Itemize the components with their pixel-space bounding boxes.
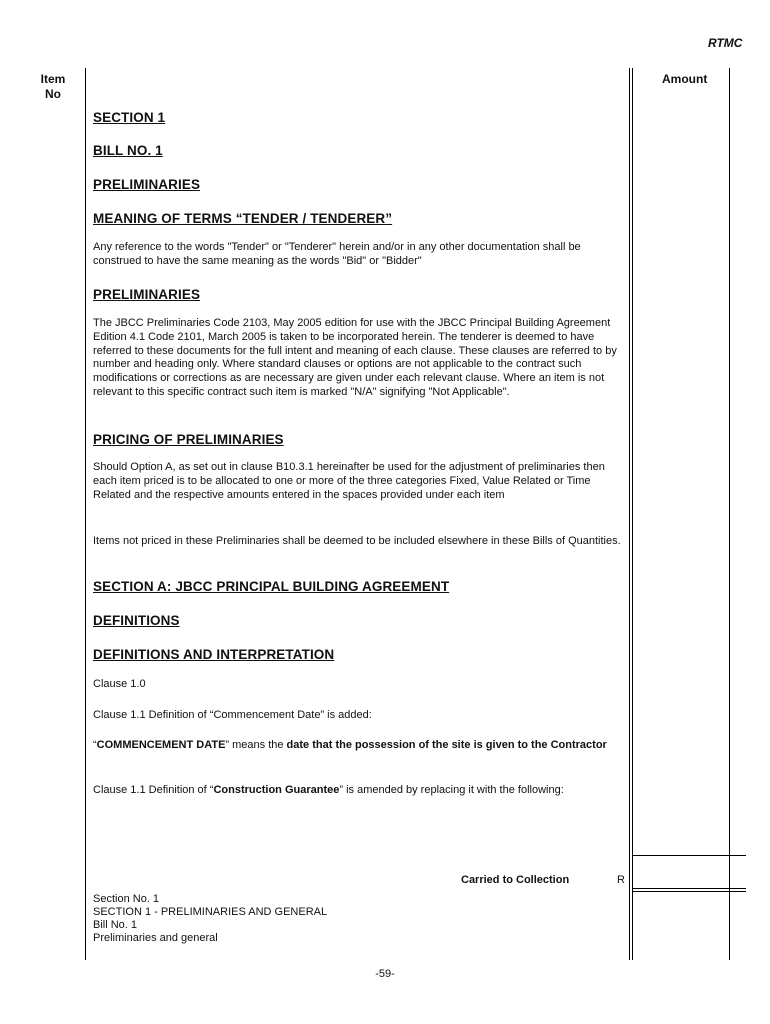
construction-guarantee-post: ” is amended by replacing it with the following: xyxy=(339,784,564,796)
footer-section-no: Section No. 1 xyxy=(93,893,160,905)
amount-column-header: Amount xyxy=(662,72,708,86)
page-number: -59- xyxy=(375,968,395,980)
footer-bill-title: Preliminaries and general xyxy=(93,932,218,944)
preliminaries-heading: PRELIMINARIES xyxy=(93,177,201,192)
construction-guarantee-term: Construction Guarantee xyxy=(213,784,340,796)
section-a-heading: SECTION A: JBCC PRINCIPAL BUILDING AGREEMENT xyxy=(93,579,450,594)
meaning-of-terms-heading: MEANING OF TERMS “TENDER / TENDERER” xyxy=(93,211,393,226)
clause-1-1-commencement: Clause 1.1 Definition of “Commencement Date” is added: xyxy=(93,709,372,721)
total-box-bottom-rule-b xyxy=(632,891,746,892)
total-box-bottom-rule-a xyxy=(632,888,746,889)
meaning-of-terms-text: Any reference to the words "Tender" or "Tenderer" herein and/or in any other documentation shall be construed to have the same meaning as the words "Bid" or "Bidder" xyxy=(93,241,581,267)
commencement-definition-text: date that the possession of the site is given to the Contractor xyxy=(286,739,607,751)
bill-no-heading: BILL NO. 1 xyxy=(93,143,163,158)
commencement-mid: ” means the xyxy=(225,739,287,751)
section-heading: SECTION 1 xyxy=(93,110,166,125)
construction-guarantee-pre: Clause 1.1 Definition of “ xyxy=(93,784,214,796)
preliminaries-heading-2: PRELIMINARIES xyxy=(93,287,201,302)
pricing-text-1: Should Option A, as set out in clause B10.3.1 hereinafter be used for the adjustment of preliminaries then each item priced is to be allocated to one or more of the three categories Fixed, Value Related or Time Related and the respective amounts entered in the spaces provided under each item xyxy=(93,461,605,501)
item-no-label-line1: Item xyxy=(40,72,66,86)
org-label: RTMC xyxy=(708,36,743,50)
item-no-column-header xyxy=(30,72,76,102)
carried-currency: R xyxy=(617,874,625,886)
definitions-interpretation-heading: DEFINITIONS AND INTERPRETATION xyxy=(93,647,335,662)
commencement-definition xyxy=(93,739,625,753)
definitions-heading: DEFINITIONS xyxy=(93,613,180,628)
commencement-term: COMMENCEMENT DATE xyxy=(96,739,226,751)
left-column-rule xyxy=(85,68,86,960)
pricing-text-2: Items not priced in these Preliminaries shall be deemed to be included elsewhere in these Bills of Quantities. xyxy=(93,535,621,547)
amount-column-rule-left-b xyxy=(632,68,633,960)
commencement-quote-open: “ xyxy=(93,739,97,751)
preliminaries-text: The JBCC Preliminaries Code 2103, May 2005 edition for use with the JBCC Principal Building Agreement Edition 4.1 Code 2101, March 2005 is taken to be incorporated herein. The tenderer is deemed to have referred to these documents for the full intent and meaning of each clause. These clauses are referred to by number and heading only. Where standard clauses or options are not applicable to the contract such modifications or corrections as are necessary are given under each relevant clause. Where an item is not relevant to this specific contract such item is marked "N/A" signifying "Not Applicable". xyxy=(93,317,617,398)
total-box-top-rule xyxy=(632,855,746,856)
footer-bill-no: Bill No. 1 xyxy=(93,919,138,931)
carried-to-collection-label: Carried to Collection xyxy=(461,874,570,886)
amount-column-rule-right xyxy=(729,68,730,960)
clause-1-0: Clause 1.0 xyxy=(93,678,146,690)
amount-column-rule-left-a xyxy=(629,68,630,960)
item-no-label-line2: No xyxy=(45,87,61,101)
footer-block xyxy=(93,893,327,945)
pricing-heading: PRICING OF PRELIMINARIES xyxy=(93,432,284,447)
clause-1-1-construction-guarantee xyxy=(93,784,625,798)
footer-section-title: SECTION 1 - PRELIMINARIES AND GENERAL xyxy=(93,906,328,918)
